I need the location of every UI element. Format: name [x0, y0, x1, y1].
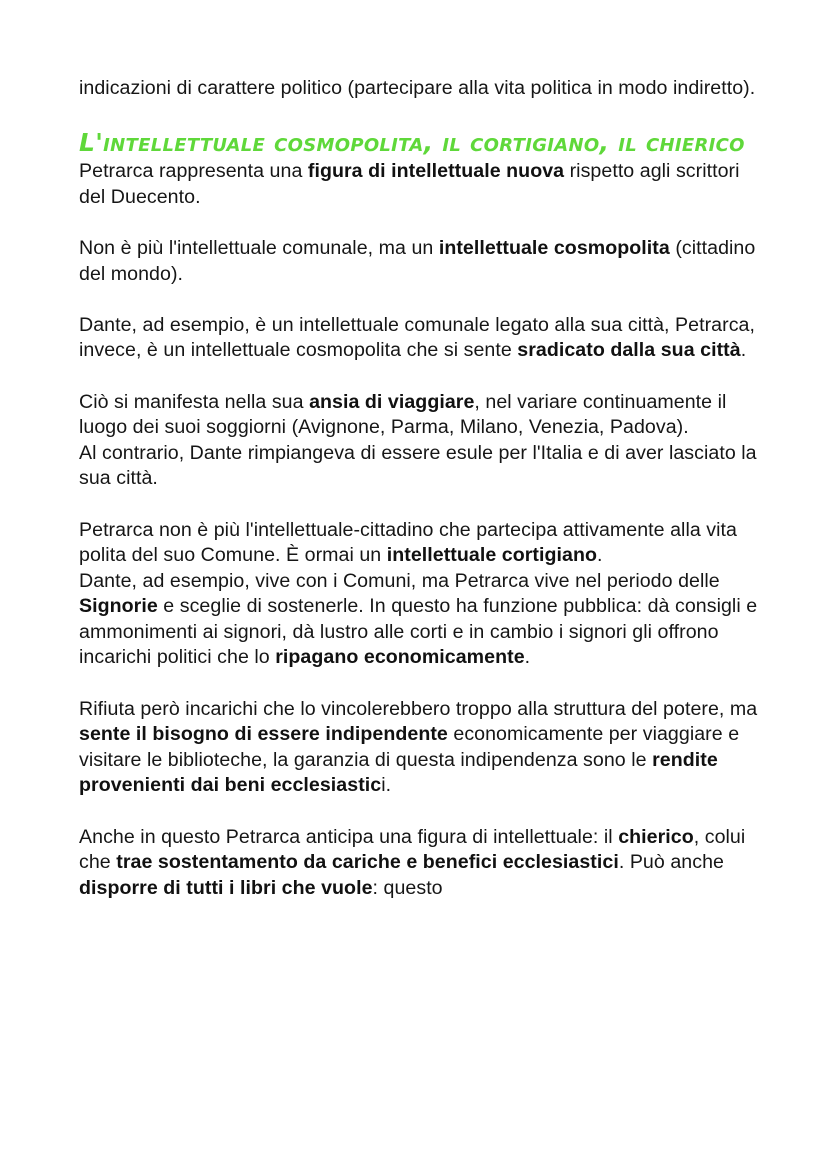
- paragraph-4: Ciò si manifesta nella sua ansia di viaggiare, nel variare continuamente il luogo dei suoi soggiorni (Avignone, Parma, Milano, Venezia, Padova).: [79, 390, 727, 439]
- paragraph-8: Rifiuta però incarichi che lo vincolerebbero troppo alla struttura del potere, ma sente il bisogno di essere indipendente economicamente per viaggiare e visitare le biblioteche, la garanzia di questa indipendenza sono le rendite provenienti dai beni ecclesiastici.: [79, 697, 758, 797]
- paragraph-5: Al contrario, Dante rimpiangeva di essere esule per l'Italia e di aver lasciato la sua città.: [79, 441, 757, 490]
- paragraph-3: Dante, ad esempio, è un intellettuale comunale legato alla sua città, Petrarca, invece, è un intellettuale cosmopolita che si sente sradicato dalla sua città.: [79, 313, 755, 362]
- intro-paragraph: indicazioni di carattere politico (partecipare alla vita politica in modo indiretto).: [79, 77, 756, 99]
- paragraph-2: Non è più l'intellettuale comunale, ma un intellettuale cosmopolita (cittadino del mondo).: [79, 236, 756, 285]
- document-body: [79, 76, 759, 927]
- paragraph-1: Petrarca rappresenta una figura di intellettuale nuova rispetto agli scrittori del Duecento.: [79, 160, 740, 208]
- paragraph-9: Anche in questo Petrarca anticipa una figura di intellettuale: il chierico, colui che trae sostentamento da cariche e benefici ecclesiastici. Può anche disporre di tutti i libri che vuole: questo: [79, 825, 746, 899]
- paragraph-7: Dante, ad esempio, vive con i Comuni, ma Petrarca vive nel periodo delle Signorie e sceglie di sostenerle. In questo ha funzione pubblica: dà consigli e ammonimenti ai signori, dà lustro alle corti e in cambio i signori gli offrono incarichi politici che lo ripagano economicamente.: [79, 569, 758, 669]
- paragraph-6: Petrarca non è più l'intellettuale-cittadino che partecipa attivamente alla vita polita del suo Comune. È ormai un intellettuale cortigiano.: [79, 518, 737, 567]
- section-heading: L'intellettuale cosmopolita, il cortigiano, il chierico: [79, 128, 745, 158]
